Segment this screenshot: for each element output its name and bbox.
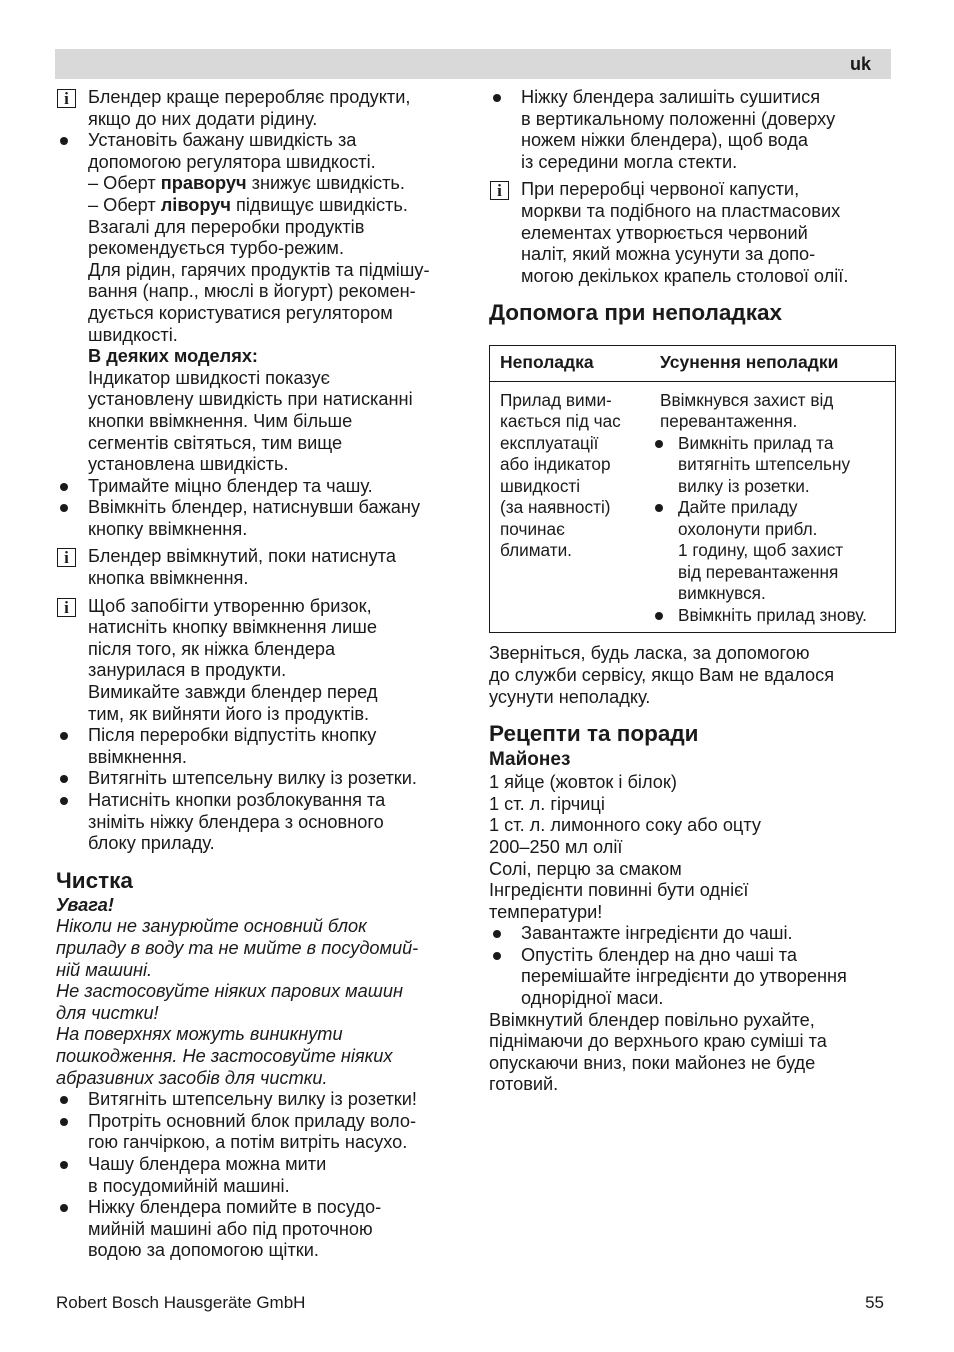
recipe-title-mayonnaise: Майонез — [489, 749, 571, 771]
cleaning-bullet-shaft: Ніжку блендера помийте в посудо- мийній машині або під проточною водою за допомогою щітки. — [56, 1197, 461, 1262]
cleaning-bullet-bowl: Чашу блендера можна мити в посудомийній машині. — [56, 1154, 461, 1197]
solution-cell: Ввімкнувся захист від перевантаження. Вимкніть прилад та витягніть штепсельну вилку із розетки. Дайте приладу охолонути прибл. 1 годину, щоб захист від перевантаження вимкнувся. Ввімкніть прилад знову. — [650, 381, 896, 633]
table-row — [490, 381, 896, 633]
footer-company: Robert Bosch Hausgeräte GmbH — [56, 1293, 306, 1312]
cleaning-bullet-unplug: Витягніть штепсельну вилку із розетки! — [56, 1089, 461, 1111]
bullet-dry: Ніжку блендера залишіть сушитися в вертикальному положенні (доверху ножем ніжки блендера), щоб вода із середини могла стекти. — [489, 87, 894, 173]
info-icon: i — [57, 598, 76, 617]
solution-item: Ввімкніть прилад знову. — [660, 605, 885, 627]
header-bar — [55, 49, 891, 79]
turn-right-line: – Оберт праворуч знижує швидкість. — [88, 173, 405, 194]
list-item: 200–250 мл олії — [489, 836, 623, 857]
tip-cabbage: i При переробці червоної капусти, моркви та подібного на пластмасових елементах утворюється червоний наліт, який можна усунути за допо- могою декількох крапель столової олії. — [489, 179, 894, 287]
column-header-problem: Неполадка — [490, 346, 651, 382]
recipe-final: Ввімкнутий блендер повільно рухайте, піднімаючи до верхнього краю суміші та опускаючи вниз, поки майонез не буде готовий. — [489, 1009, 827, 1095]
tip-switched-on: i Блендер ввімкнутий, поки натиснута кнопка ввімкнення. — [56, 546, 461, 589]
list-item: Інгредієнти повинні бути однієї — [489, 880, 749, 901]
cleaning-bullet-wipe: Протріть основний блок приладу воло- гою ганчіркою, а потім витріть насухо. — [56, 1111, 461, 1154]
section-title-cleaning: Чистка — [56, 867, 133, 893]
section-title-recipes: Рецепти та поради — [489, 721, 699, 747]
turn-left-line: – Оберт ліворуч підвищує швидкість. — [88, 194, 408, 215]
ingredients-list — [489, 772, 894, 923]
warning-text: Ніколи не занурюйте основний блок приладу в воду та не мийте в посудомий- ній машині. Не застосовуйте ніяких парових машин для чистки! На поверхнях можуть виникнути пошкодження. Не застосовуйте ніяких абразивних засобів для чистки. — [56, 916, 419, 1088]
list-item: Солі, перцю за смаком — [489, 858, 682, 879]
list-item: температури! — [489, 901, 603, 922]
bullet-unlock: Натисніть кнопки розблокування та зніміть ніжку блендера з основного блоку приладу. — [56, 790, 461, 855]
tip-splash: i Щоб запобігти утворенню бризок, натисніть кнопку ввімкнення лише після того, як ніжка блендера занурилася в продукти. Вимикайте завжди блендер перед тим, як вийняти його із продуктів. — [56, 596, 461, 726]
troubleshooting-table — [489, 345, 896, 633]
solution-item: Дайте приладу охолонути прибл. 1 годину, щоб захист від перевантаження вимкнувся. — [660, 497, 885, 605]
bullet-speed: Установіть бажану швидкість за допомогою регулятора швидкості. – Оберт праворуч знижує швидкість. – Оберт ліворуч підвищує швидкість. Взагалі для переробки продуктів рекомендується турбо-режим. Для рідин, гарячих продуктів та підмішу- вання (напр., мюслі в йогурт) рекомен- дується користуватися регулятором швидкості. В деяких моделях: Індикатор швидкості показує установлену швидкість при натисканні кнопки ввімкнення. Чим більше сегментів світяться, тим вище установлена швидкість. — [56, 130, 461, 476]
bullet-unplug: Витягніть штепсельну вилку із розетки. — [56, 768, 461, 790]
recipe-step: Опустіть блендер на дно чаші та перемішайте інгредієнти до утворення однорідної маси. — [489, 945, 894, 1010]
warning-title: Увага! — [56, 894, 114, 915]
list-item: 1 яйце (жовток і білок) — [489, 772, 677, 793]
problem-cell: Прилад вими- кається під час експлуатації або індикатор швидкості (за наявності) починає блимати. — [500, 389, 621, 561]
tip-liquid: i Блендер краще переробляє продукти, якщо до них додати рідину. — [56, 87, 461, 130]
section-title-troubleshooting: Допомога при неполадках — [489, 300, 782, 326]
service-note: Зверніться, будь ласка, за допомогою до служби сервісу, якщо Вам не вдалося усунути неполадку. — [489, 643, 835, 707]
bullet-switch-on: Ввімкніть блендер, натиснувши бажану кнопку ввімкнення. — [56, 497, 461, 540]
column-header-solution: Усунення неполадки — [650, 346, 896, 382]
language-code: uk — [849, 54, 871, 74]
right-column — [489, 87, 894, 1096]
models-title: В деяких моделях: — [88, 346, 258, 367]
list-item: 1 ст. л. лимонного соку або оцту — [489, 815, 761, 836]
list-item: 1 ст. л. гірчиці — [489, 793, 605, 814]
left-column — [56, 87, 461, 1262]
solution-item: Вимкніть прилад та витягніть штепсельну вилку із розетки. — [660, 433, 885, 498]
bullet-hold: Тримайте міцно блендер та чашу. — [56, 476, 461, 498]
info-icon: i — [490, 181, 509, 200]
bullet-release: Після переробки відпустіть кнопку ввімкнення. — [56, 725, 461, 768]
table-header-row — [490, 346, 896, 382]
info-icon: i — [57, 548, 76, 567]
info-icon: i — [57, 89, 76, 108]
recipe-step: Завантажте інгредієнти до чаші. — [489, 923, 894, 945]
page-number: 55 — [865, 1293, 884, 1312]
